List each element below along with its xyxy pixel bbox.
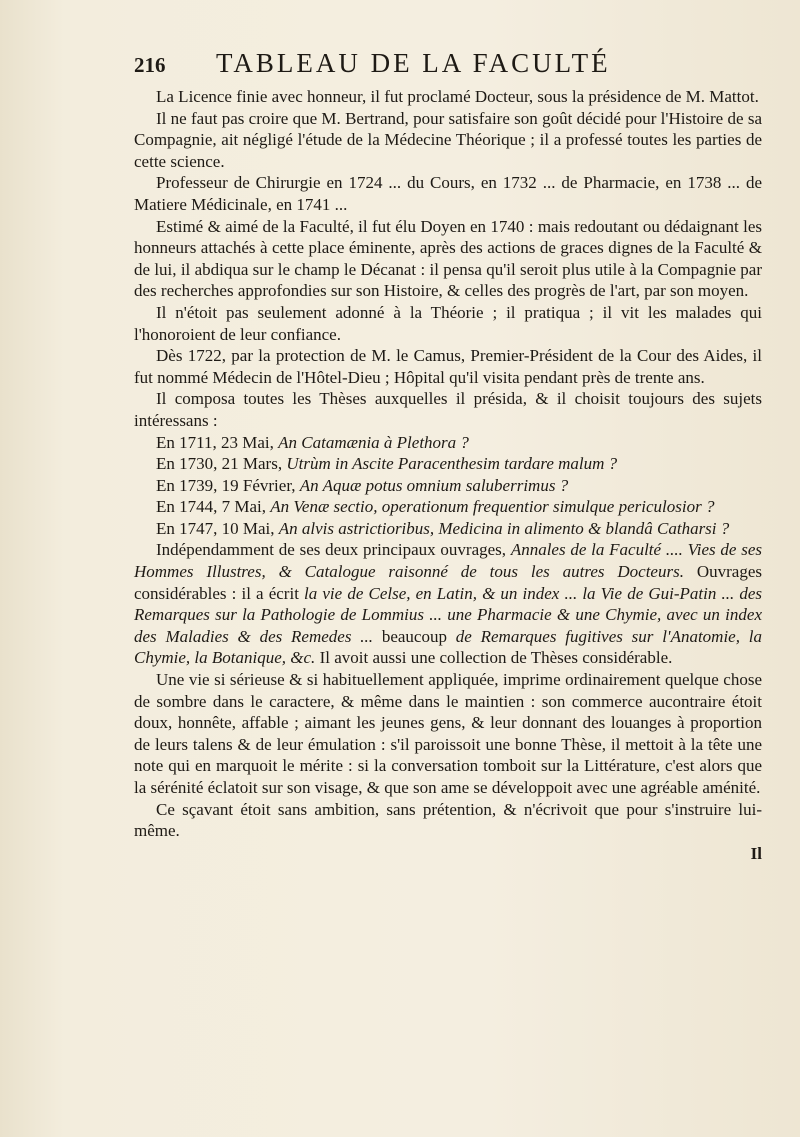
thesis-item: En 1730, 21 Mars, Utrùm in Ascite Paracenthesim tardare malum ? bbox=[156, 454, 618, 474]
theses-list bbox=[134, 432, 762, 540]
paragraph-ambition: Ce sçavant étoit sans ambition, sans prétention, & n'écrivoit que pour s'instruire lui-même. bbox=[134, 799, 762, 841]
paragraph-professorships: Professeur de Chirurgie en 1724 ... du Cours, en 1732 ... de Pharmacie, en 1738 ... de Matiere Médicinale, en 1741 ... bbox=[134, 173, 762, 214]
paragraph-theses-intro: Il composa toutes les Thèses auxquelles il présida, & il choisit toujours des sujets intéressans : bbox=[134, 389, 762, 430]
page-number: 216 bbox=[134, 53, 166, 77]
body-text bbox=[134, 86, 762, 842]
paragraph-hotel-dieu: Dès 1722, par la protection de M. le Camus, Premier-Président de la Cour des Aides, il fut nommé Médecin de l'Hôtel-Dieu ; Hôpital qu'il visita pendant près de trente ans. bbox=[134, 346, 762, 387]
paragraph-works: Indépendamment de ses deux principaux ouvrages, Annales de la Faculté .... Vies de ses Hommes Illustres, & Catalogue raisonné de tous les autres Docteurs. Ouvrages considérables : il a écrit la vie de Celse, en Latin, & un index ... la Vie de Gui-Patin ... des Remarques sur la Pathologie de Lommius ... une Pharmacie & une Chymie, avec un index des Maladies & des Remedes ... beaucoup de Remarques fugitives sur l'Anatomie, la Chymie, la Botanique, &c. Il avoit aussi une collection de Thèses considérable. bbox=[134, 540, 763, 668]
thesis-item: En 1747, 10 Mai, An alvis astrictioribus, Medicina in alimento & blandâ Catharsi ? bbox=[156, 518, 730, 538]
paragraph-theory: Il ne faut pas croire que M. Bertrand, pour satisfaire son goût décidé pour l'Histoire de sa Compagnie, ait négligé l'étude de la Médecine Théorique ; il a professé toutes les parties de cette science. bbox=[134, 108, 762, 171]
running-header bbox=[134, 48, 762, 86]
paragraph-character: Une vie si sérieuse & si habituellement appliquée, imprime ordinairement quelque chose de sombre dans le caractere, & même dans le maintien : son commerce aucontraire étoit doux, honnête, affable ; aimant les jeunes gens, & leur donnant des louanges à proportion de leurs talens & de leur émulation : s'il paroissoit une bonne Thèse, il mettoit à la tête une note qui en marquoit le mérite : si la conversation tomboit sur la Littérature, c'est alors que la sérénité éclatoit sur son visage, & que son ame se développoit avec une agréable aménité. bbox=[134, 670, 762, 797]
thesis-item: En 1739, 19 Février, An Aquæ potus omnium saluberrimus ? bbox=[156, 475, 569, 495]
catchword: Il bbox=[750, 843, 762, 863]
paragraph-licence: La Licence finie avec honneur, il fut proclamé Docteur, sous la présidence de M. Mattot. bbox=[156, 87, 759, 106]
paragraph-practice: Il n'étoit pas seulement adonné à la Théorie ; il pratiqua ; il vit les malades qui l'honoroient de leur confiance. bbox=[134, 302, 762, 344]
thesis-item: En 1711, 23 Mai, An Catamænia à Plethora ? bbox=[156, 432, 469, 452]
thesis-item: En 1744, 7 Mai, An Venæ sectio, operationum frequentior simulque periculosior ? bbox=[156, 497, 715, 517]
paragraph-dean: Estimé & aimé de la Faculté, il fut élu Doyen en 1740 : mais redoutant ou dédaignant les honneurs attachés à cette place éminente, après des actions de graces dignes de la Faculté & de lui, il abdiqua sur le champ le Décanat : il pensa qu'il seroit plus utile à la Compagnie par des recherches approfondies sur son Histoire, & celles des progrès de l'art, par son moyen. bbox=[134, 216, 762, 301]
running-title: TABLEAU DE LA FACULTÉ bbox=[216, 48, 611, 78]
